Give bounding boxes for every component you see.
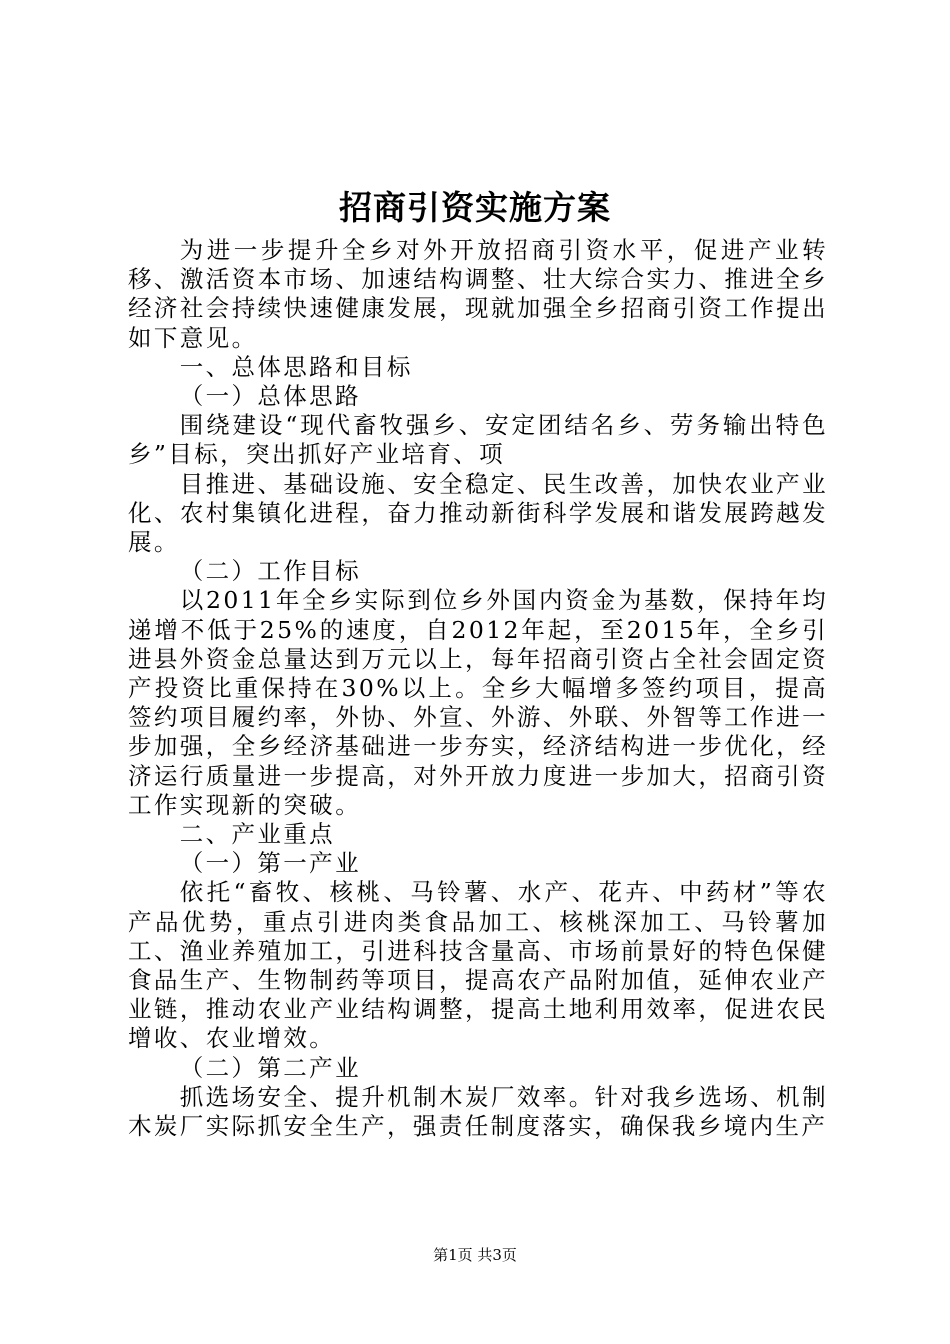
paragraph-secondary-industry: 抓选场安全、提升机制木炭厂效率。针对我乡选场、机制木炭厂实际抓安全生产，强责任制度落实，确保我乡境内生产 — [128, 1082, 828, 1141]
heading-section-1: 一、总体思路和目标 — [179, 352, 413, 381]
subheading-primary-industry: （一）第一产业 — [179, 849, 361, 878]
subheading-secondary-industry: （二）第二产业 — [179, 1053, 361, 1082]
document-title: 招商引资实施方案 — [339, 188, 611, 227]
subheading-overall-approach: （一）总体思路 — [179, 382, 361, 411]
paragraph-work-goals: 以2011年全乡实际到位乡外国内资金为基数，保持年均递增不低于25%的速度，自2012年起，至2015年，全乡引进县外资金总量达到万元以上，每年招商引资占全社会固定资产投资比重保持在30%以上。全乡大幅增多签约项目，提高签约项目履约率，外协、外宣、外游、外联、外智等工作进一步加强，全乡经济基础进一步夯实，经济结构进一步优化，经济运行质量进一步提高，对外开放力度进一步加大，招商引资工作实现新的突破。 — [128, 586, 828, 819]
paragraph-approach-part-2: 目推进、基础设施、安全稳定、民生改善，加快农业产业化、农村集镇化进程，奋力推动新街科学发展和谐发展跨越发展。 — [128, 469, 828, 557]
page-footer: 第1页 共3页 — [433, 1246, 517, 1264]
paragraph-intro: 为进一步提升全乡对外开放招商引资水平，促进产业转移、激活资本市场、加速结构调整、壮大综合实力、推进全乡经济社会持续快速健康发展，现就加强全乡招商引资工作提出如下意见。 — [128, 236, 828, 352]
paragraph-approach-part-1: 围绕建设“现代畜牧强乡、安定团结名乡、劳务输出特色乡”目标，突出抓好产业培育、项 — [128, 411, 828, 469]
document-body — [128, 236, 828, 1141]
subheading-work-goals: （二）工作目标 — [179, 557, 361, 586]
heading-section-2: 二、产业重点 — [179, 820, 336, 849]
paragraph-primary-industry: 依托“畜牧、核桃、马铃薯、水产、花卉、中药材”等农产品优势，重点引进肉类食品加工、核桃深加工、马铃薯加工、渔业养殖加工，引进科技含量高、市场前景好的特色保健食品生产、生物制药等项目，提高农产品附加值，延伸农业产业链，推动农业产业结构调整，提高土地利用效率，促进农民增收、农业增效。 — [128, 878, 828, 1053]
